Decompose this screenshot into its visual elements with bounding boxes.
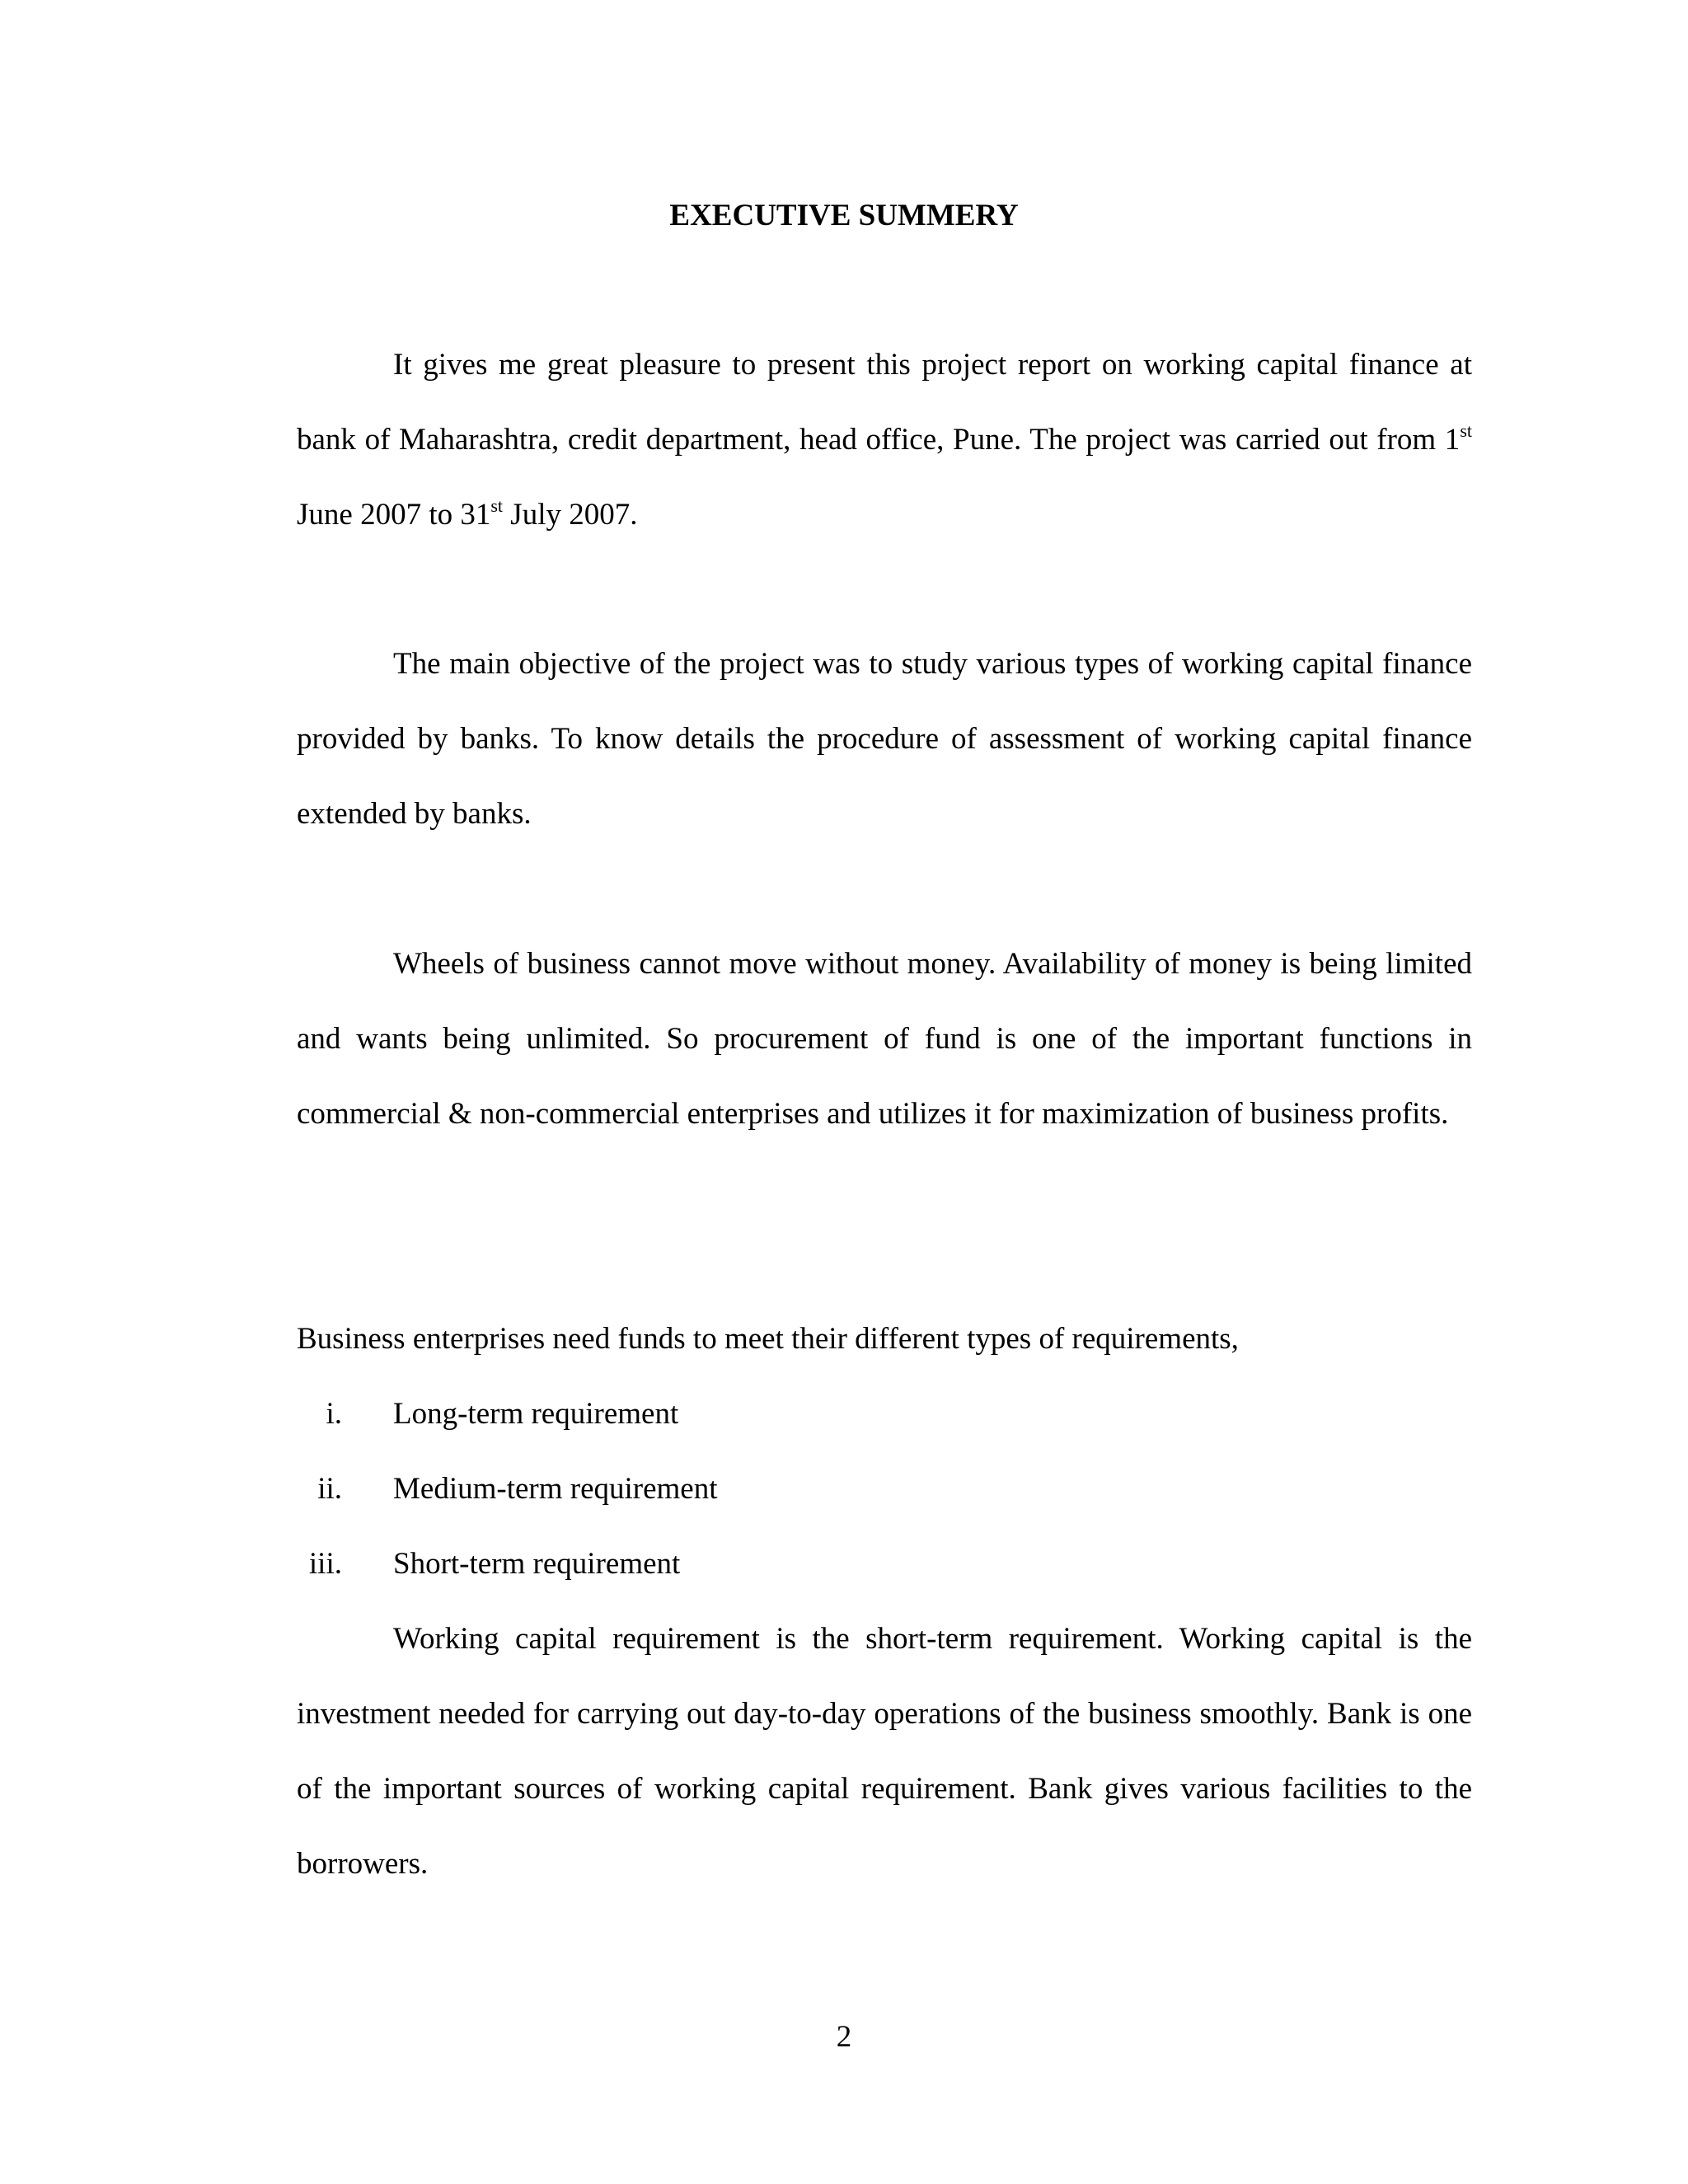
paragraph-intro	[297, 327, 1472, 552]
list-item-text: Long-term requirement	[393, 1397, 679, 1431]
ordinal-suffix-second: st	[490, 495, 504, 516]
paragraph-requirements-intro: Business enterprises need funds to meet their different types of requirements,	[297, 1322, 1239, 1356]
page-title: EXECUTIVE SUMMERY	[669, 199, 1019, 232]
page-number: 2	[836, 2020, 852, 2054]
paragraph-wheels-of-business: Wheels of business cannot move without money. Availability of money is being limited and wants being unlimited. So procurement of fund is one of the important functions in commercial & non-commercial enterprises and utilizes it for maximization of business profits.	[297, 947, 1472, 1131]
requirements-list	[297, 1376, 1472, 1601]
list-item	[297, 1526, 1472, 1601]
list-item	[297, 1376, 1472, 1451]
list-item	[297, 1451, 1472, 1526]
ordinal-suffix-first: st	[1460, 420, 1472, 441]
paragraph-intro-text-c: July 2007.	[503, 498, 638, 532]
paragraph-objective: The main objective of the project was to study various types of working capital finance provided by banks. To know details the procedure of assessment of working capital finance extended by banks.	[297, 647, 1472, 831]
list-item-numeral: ii.	[317, 1472, 342, 1506]
paragraph-intro-text-a: It gives me great pleasure to present this project report on working capital finance at bank of Maharashtra, credit department, head office, Pune. The project was carried out from 1	[297, 348, 1472, 457]
list-item-numeral: iii.	[308, 1547, 342, 1581]
list-item-numeral: i.	[326, 1397, 342, 1431]
list-item-text: Medium-term requirement	[393, 1472, 718, 1506]
list-item-text: Short-term requirement	[393, 1547, 681, 1581]
paragraph-intro-text-b: June 2007 to 31	[297, 498, 491, 532]
paragraph-working-capital: Working capital requirement is the short-term requirement. Working capital is the investment needed for carrying out day-to-day operations of the business smoothly. Bank is one of the important sources of working capital requirement. Bank gives various facilities to the borrowers.	[297, 1622, 1472, 1881]
